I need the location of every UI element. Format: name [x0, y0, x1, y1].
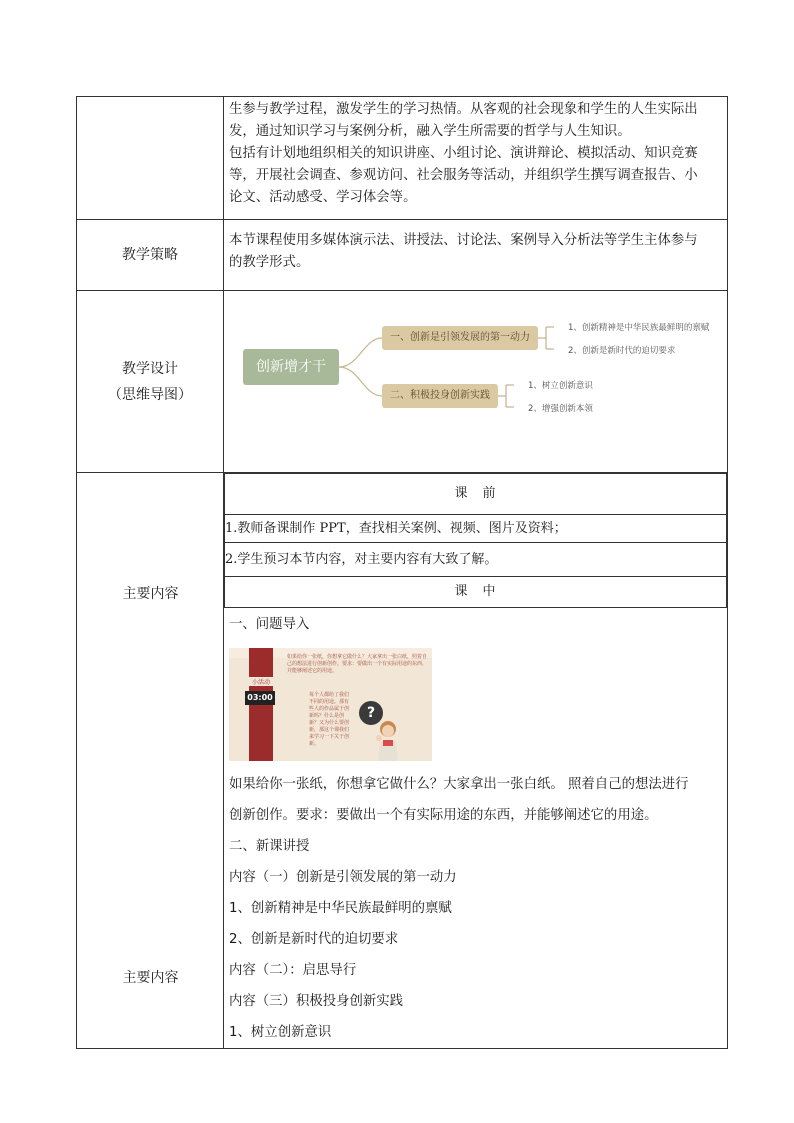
- lesson-line: 2、创新是新时代的迫切要求: [229, 932, 399, 947]
- lesson-line: 1、树立创新意识: [229, 1025, 332, 1040]
- mindmap: [224, 291, 710, 471]
- before-class-item: 2.学生预习本节内容，对主要内容有大致了解。: [225, 543, 727, 577]
- lesson-line: 二、新课讲授: [229, 839, 310, 854]
- strategy-line: 本节课程使用多媒体演示法、讲授法、讨论法、案例导入分析法等学生主体参与: [229, 233, 698, 248]
- mindmap-cell: [224, 291, 728, 473]
- in-class-heading: 课 中: [225, 577, 727, 608]
- mindmap-leaf: 1、树立创新意识: [528, 381, 593, 391]
- document-page: [76, 96, 727, 1040]
- strategy-line: 的教学形式。: [229, 255, 310, 270]
- method-text-cell: [224, 97, 728, 220]
- method-line: 发，通过知识学习与案例分析，融入学生所需要的哲学与人生知识。: [229, 124, 631, 139]
- main-label: 主要内容: [122, 586, 179, 602]
- section-title: 一、问题导入: [229, 617, 310, 632]
- method-label-cell: [77, 97, 224, 220]
- before-class-table: [224, 473, 727, 607]
- method-line: 论文、活动感受、学习体会等。: [229, 190, 417, 205]
- main-content-row: [77, 473, 728, 1049]
- in-class-content: [224, 607, 727, 640]
- mindmap-leaf: 2、创新是新时代的迫切要求: [568, 346, 676, 356]
- mindmap-branch-1: 一、创新是引领发展的第一动力: [382, 326, 538, 350]
- mindmap-leaf: 2、增强创新本领: [528, 404, 593, 414]
- strategy-text-cell: [224, 220, 728, 291]
- mindmap-leaf: 1、创新精神是中华民族最鲜明的禀赋: [568, 323, 710, 333]
- slide-top-text: 如果给你一张纸，你想拿它做什么？大家拿出一张白纸，照着自己的想法进行创新创作。要求：要做出一个有实际用途的东西，并能够阐述它的用途。: [287, 654, 428, 674]
- lesson-line: 1、创新精神是中华民族最鲜明的禀赋: [229, 901, 452, 916]
- mindmap-branch-2: 二、积极投身创新实践: [382, 384, 498, 408]
- lesson-lines: [224, 769, 727, 1048]
- mindmap-root: 创新增才干: [243, 349, 339, 385]
- slide-body-text: 每个人都给了我们不同的用途。那有些人的作品属于创新吗？什么是创新？又为什么要创新，那这个课我们来学习一下关于创新。: [309, 692, 350, 747]
- design-label: 教学设计: [122, 360, 178, 377]
- lesson-line: 创新创作。要求：要做出一个有实际用途的东西，并能够阐述它的用途。: [229, 808, 658, 823]
- slide-tag: 小活动: [247, 677, 275, 686]
- method-line: 等，开展社会调查、参观访问、社会服务等活动，并组织学生撰写调查报告、小: [229, 168, 698, 183]
- design-sublabel: （思维导图）: [108, 386, 192, 403]
- before-class-item: 1.教师备课制作 PPT，查找相关案例、视频、图片及资料；: [225, 515, 727, 543]
- lesson-line: 如果给你一张纸，你想拿它做什么？大家拿出一张白纸。 照着自己的想法进行: [229, 777, 689, 792]
- lesson-plan-table: [76, 96, 728, 1049]
- strategy-row: [77, 220, 728, 291]
- design-label-cell: [77, 291, 224, 473]
- strategy-label: 教学策略: [77, 220, 224, 291]
- method-line: 生参与教学过程，激发学生的学习热情。从客观的社会现象和学生的人生实际出: [229, 102, 698, 117]
- lesson-line: 内容（二）：启思导行: [229, 963, 357, 978]
- lesson-line: 内容（一）创新是引领发展的第一动力: [229, 870, 457, 885]
- design-row: [77, 291, 728, 473]
- method-line: 包括有计划地组织相关的知识讲座、小组讨论、演讲辩论、模拟活动、知识竞赛: [229, 146, 698, 161]
- question-bubble-icon: ?: [359, 701, 383, 725]
- slide-timer: 03:00: [245, 691, 275, 705]
- main-label-repeat: 主要内容: [122, 970, 179, 986]
- main-label-cell: [77, 473, 224, 1049]
- main-content-cell: [224, 473, 728, 1049]
- lesson-line: 内容（三）积极投身创新实践: [229, 994, 404, 1009]
- before-class-heading: 课 前: [225, 474, 727, 515]
- activity-slide-image: [229, 648, 432, 761]
- girl-figure-icon: [374, 718, 402, 761]
- method-row: [77, 97, 728, 220]
